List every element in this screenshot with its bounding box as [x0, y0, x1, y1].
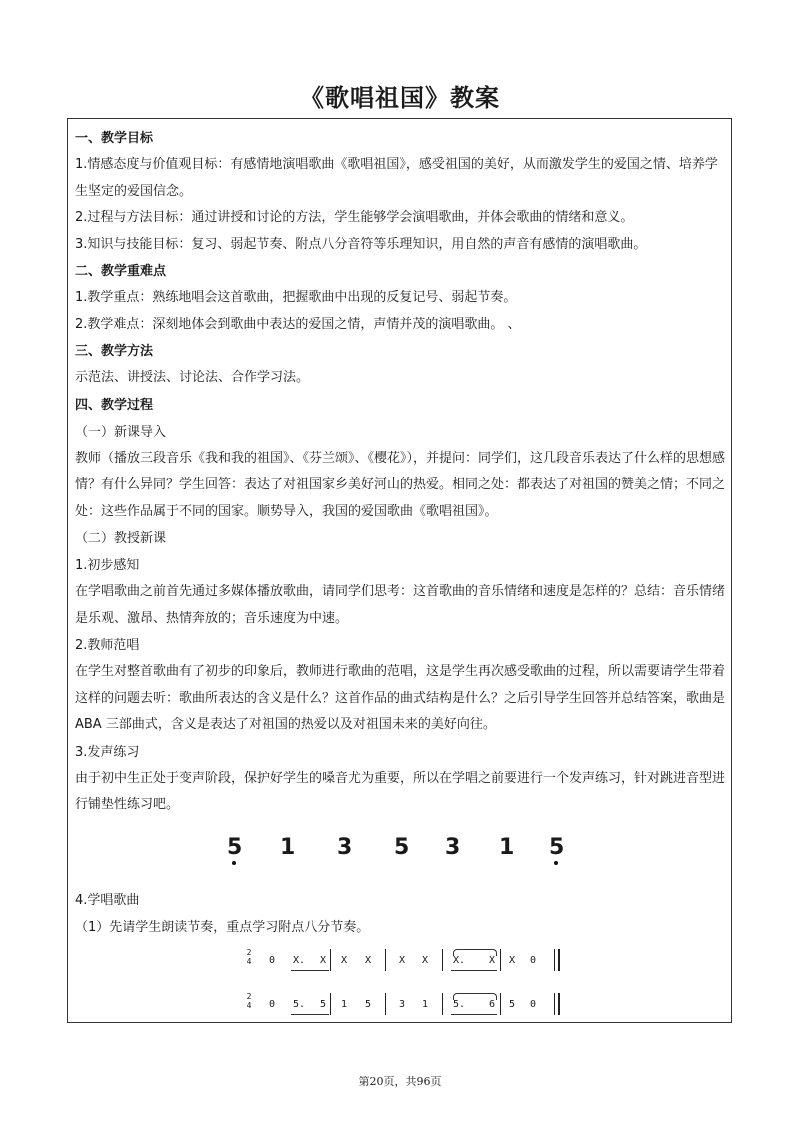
rhythm-token: 0 [530, 998, 537, 1010]
eighth-underline [451, 970, 497, 971]
rhythm-token: 5. [453, 998, 466, 1010]
rhythm-token: X. [293, 954, 306, 966]
bar-line [500, 993, 501, 1015]
rhythm-token: X [489, 954, 496, 966]
step-initial-perception: 1.初步感知 [75, 558, 140, 573]
step-teacher-demo: 2.教师范唱 [75, 638, 140, 653]
eighth-underline [291, 1014, 329, 1015]
section-heading-methods: 三、教学方法 [75, 344, 154, 359]
teacher-demo-text: 在学生对整首歌曲有了初步的印象后，教师进行歌曲的范唱，这是学生再次感受歌曲的过程，所以需要请学生带着这样的问题去听：歌曲所表达的含义是什么？这首作品的曲式结构是什么？之后引导学生回答并总结答案，歌曲是 ABA 三部曲式，含义是表达了对祖国的热爱以及对祖国未来的美好向往。 [75, 664, 726, 732]
rhythm-token: 5 [365, 998, 372, 1010]
methods-text: 示范法、讲授法、讨论法、合作学习法。 [75, 370, 310, 385]
objective-emotion: 1.情感态度与价值观目标：有感情地演唱歌曲《歌唱祖国》，感受祖国的美好，从而激发学生的爱国之情、培养学生坚定的爱国信念。 [75, 157, 718, 199]
rhythm-token: X [365, 954, 372, 966]
rhythm-token: 5 [320, 998, 327, 1010]
difficult-point: 2.教学难点：深刻地体会到歌曲中表达的爱国之情，声情并茂的演唱歌曲。 、 [75, 316, 521, 332]
rhythm-token: 1 [422, 998, 429, 1010]
bar-line [442, 993, 443, 1015]
scale-note: 3 [337, 834, 353, 860]
scale-note: 5 [394, 834, 410, 860]
bar-line [500, 949, 501, 971]
initial-perception-text: 在学唱歌曲之前首先通过多媒体播放歌曲，请同学们思考：这首歌曲的音乐情绪和速度是怎样的？总结：音乐情绪是乐观、激昂、热情奔放的；音乐速度为中速。 [75, 584, 726, 626]
scale-note: 1 [499, 834, 515, 860]
section-heading-objectives: 一、教学目标 [75, 131, 154, 146]
time-signature-top: 2 [246, 991, 252, 1001]
rhythm-token: X. [453, 954, 466, 966]
vocal-exercise-notation [75, 825, 725, 887]
time-signature-bottom: 4 [246, 1000, 252, 1010]
rhythm-token: X [320, 954, 327, 966]
rhythm-line-2 [75, 985, 725, 1024]
scale-note: 3 [445, 834, 461, 860]
rhythm-token: 3 [399, 998, 406, 1010]
time-signature-bottom: 4 [246, 956, 252, 966]
lower-octave-dot [232, 861, 236, 865]
final-bar-line-thin [554, 949, 555, 971]
rhythm-token: 5. [293, 998, 306, 1010]
rhythm-token: 0 [269, 998, 276, 1010]
rhythm-token: 0 [269, 954, 276, 966]
rhythm-token: X [341, 954, 348, 966]
bar-line [385, 949, 386, 971]
rhythm-token: 6 [489, 998, 496, 1010]
learn-song-text: （1）先请学生朗读节奏，重点学习附点八分节奏。 [75, 919, 370, 935]
page-title: 《歌唱祖国》教案 [300, 84, 500, 112]
rhythm-token: 5 [509, 998, 516, 1010]
key-point: 1.教学重点：熟练地唱会这首歌曲，把握歌曲中出现的反复记号、弱起节奏。 [75, 290, 517, 305]
scale-note: 5 [549, 834, 565, 860]
bar-line [330, 993, 331, 1015]
scale-note: 1 [280, 834, 296, 860]
rhythm-token: 1 [341, 998, 348, 1010]
bar-line [385, 993, 386, 1015]
rhythm-token: X [422, 954, 429, 966]
subheading-new-lesson: （二）教授新课 [75, 531, 167, 546]
step-vocal-practice: 3.发声练习 [75, 744, 140, 760]
rhythm-line-1 [75, 941, 725, 985]
subheading-introduction: （一）新课导入 [75, 424, 167, 440]
objective-knowledge: 3.知识与技能目标：复习、弱起节奏、附点八分音符等乐理知识，用自然的声音有感情的演唱歌曲。 [75, 236, 647, 252]
final-bar-line-thick [558, 993, 560, 1015]
lower-octave-dot [554, 861, 558, 865]
introduction-text: 教师（播放三段音乐《我和我的祖国》、《芬兰颂》、《樱花》），并提问：同学们，这几段音乐表达了什么样的思想感情？有什么异同？学生回答：表达了对祖国家乡美好河山的热爱。相同之处：都表达了对祖国的赞美之情；不同之处：这些作品属于不同的国家。顺势导入，我国的爱国歌曲《歌唱祖国》。 [75, 450, 726, 519]
rhythm-token: X [509, 954, 516, 966]
time-signature-top: 2 [246, 947, 252, 957]
step-learn-song: 4.学唱歌曲 [75, 892, 140, 908]
page-footer: 第20页，共96页 [358, 1075, 442, 1088]
final-bar-line-thin [554, 993, 555, 1015]
section-heading-process: 四、教学过程 [75, 397, 154, 413]
eighth-underline [291, 970, 329, 971]
objective-process: 2.过程与方法目标：通过讲授和讨论的方法，学生能够学会演唱歌曲，并体会歌曲的情绪和意义。 [75, 210, 634, 225]
final-bar-line-thick [558, 949, 560, 971]
lesson-plan-frame [67, 118, 732, 1023]
lesson-plan-content [75, 125, 725, 1023]
bar-line [442, 949, 443, 971]
rhythm-token: X [399, 954, 406, 966]
eighth-underline [451, 1014, 497, 1015]
vocal-practice-text: 由于初中生正处于变声阶段，保护好学生的嗓音尤为重要，所以在学唱之前要进行一个发声练习，针对跳进音型进行铺垫性练习吧。 [75, 770, 726, 812]
bar-line [330, 949, 331, 971]
rhythm-token: 0 [530, 954, 537, 966]
section-heading-key-points: 二、教学重难点 [75, 264, 167, 279]
scale-note: 5 [227, 834, 243, 860]
